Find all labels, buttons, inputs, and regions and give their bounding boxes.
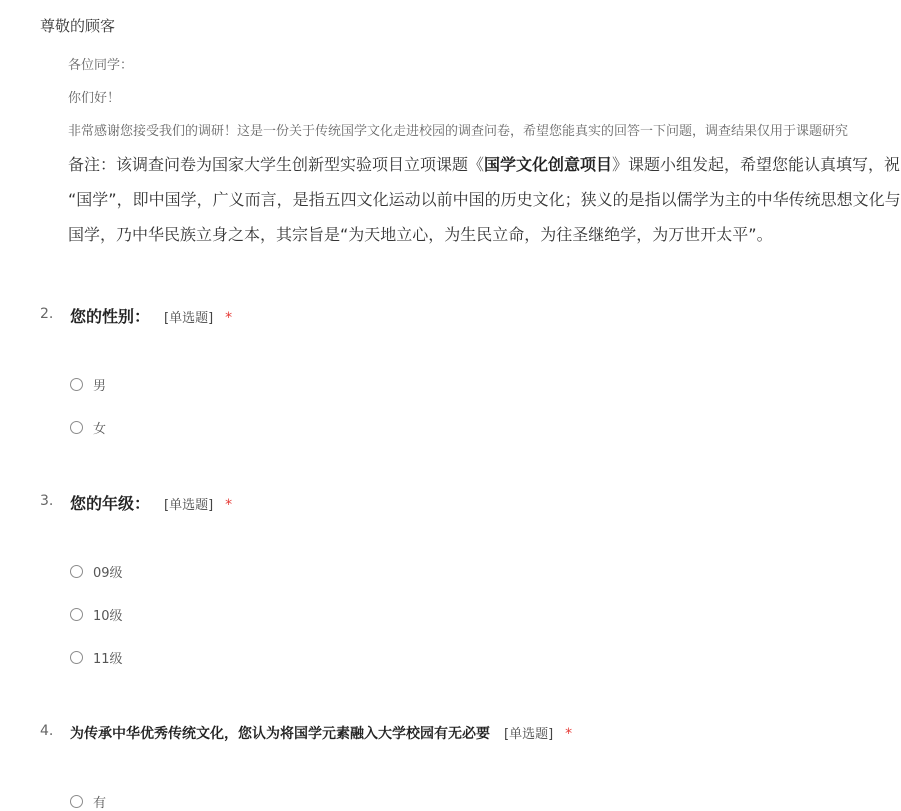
radio-button-icon[interactable] bbox=[70, 565, 83, 578]
question-label: 为传承中华优秀传统文化，您认为将国学元素融入大学校园有无必要 bbox=[70, 726, 490, 742]
question-title bbox=[40, 491, 900, 515]
question-necessity bbox=[40, 721, 900, 811]
question-text bbox=[70, 304, 232, 327]
question-type-badge: [单选题] bbox=[164, 498, 214, 513]
option-grade-11[interactable] bbox=[70, 647, 123, 667]
question-title bbox=[40, 304, 900, 328]
option-label: 男 bbox=[93, 378, 107, 394]
radio-button-icon[interactable] bbox=[70, 608, 83, 621]
question-number: 2. bbox=[40, 306, 54, 322]
option-grade-09[interactable] bbox=[70, 561, 123, 581]
intro-note bbox=[68, 154, 900, 189]
required-marker: * bbox=[225, 497, 233, 513]
option-label: 女 bbox=[93, 421, 107, 437]
option-label: 11级 bbox=[93, 651, 123, 667]
intro-line-thanks: 非常感谢您接受我们的调研！这是一份关于传统国学文化走进校园的调查问卷，希望您能真实的回答一下问题，调查结果仅用于课题研究 bbox=[68, 124, 849, 139]
required-marker: * bbox=[565, 726, 573, 742]
question-number: 3. bbox=[40, 493, 54, 509]
option-yes[interactable] bbox=[70, 791, 106, 811]
option-label: 09级 bbox=[93, 565, 123, 581]
option-label: 有 bbox=[93, 795, 107, 811]
question-text bbox=[70, 491, 232, 514]
question-grade bbox=[40, 491, 900, 667]
question-number: 4. bbox=[40, 723, 54, 739]
intro-line-hello: 你们好！ bbox=[68, 91, 121, 106]
radio-button-icon[interactable] bbox=[70, 421, 83, 434]
intro-note-project-name: 国学文化创意项目 bbox=[484, 155, 613, 174]
radio-button-icon[interactable] bbox=[70, 651, 83, 664]
question-text bbox=[70, 723, 572, 743]
intro-line-purpose: 国学，乃中华民族立身之本，其宗旨是“为天地立心，为生民立命，为往圣继绝学，为万世开太平”。 bbox=[68, 225, 773, 244]
question-gender bbox=[40, 304, 900, 437]
intro-note-prefix: 备注：该调查问卷为国家大学生创新型实验项目立项课题《 bbox=[68, 155, 485, 174]
option-grade-10[interactable] bbox=[70, 604, 123, 624]
radio-button-icon[interactable] bbox=[70, 795, 83, 808]
option-label: 10级 bbox=[93, 608, 123, 624]
question-label: 您的性别： bbox=[70, 307, 151, 326]
intro-line-definition: “国学”，即中国学，广义而言，是指五四文化运动以前中国的历史文化；狭义的是指以儒学为主的中华传统思想文化与 bbox=[68, 190, 901, 209]
question-title bbox=[40, 721, 900, 745]
question-type-badge: [单选题] bbox=[164, 311, 214, 326]
intro-note-suffix: 》课题小组发起，希望您能认真填写，祝 bbox=[612, 155, 901, 174]
question-type-badge: [单选题] bbox=[504, 727, 554, 742]
question-label: 您的年级： bbox=[70, 494, 151, 513]
survey-intro bbox=[68, 57, 900, 259]
option-female[interactable] bbox=[70, 417, 106, 437]
greeting-title: 尊敬的顾客 bbox=[40, 17, 116, 35]
intro-line-salutation: 各位同学： bbox=[68, 58, 134, 73]
option-male[interactable] bbox=[70, 374, 106, 394]
required-marker: * bbox=[225, 310, 233, 326]
radio-button-icon[interactable] bbox=[70, 378, 83, 391]
